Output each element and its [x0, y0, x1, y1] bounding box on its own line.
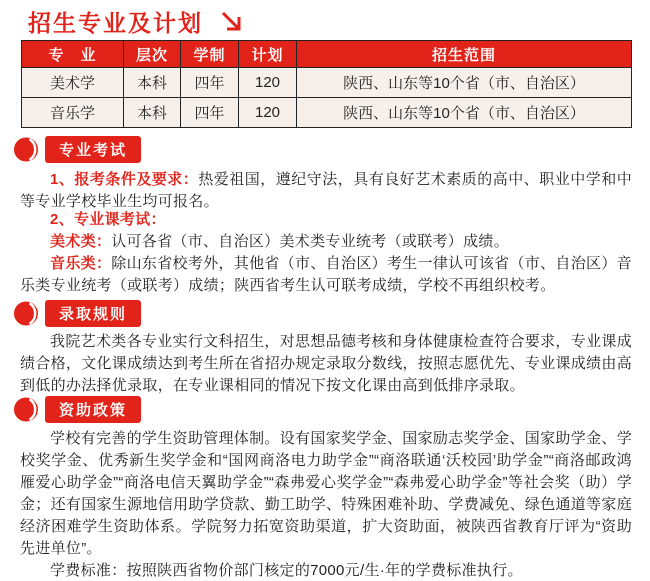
paragraph-text: 学校有完善的学生资助管理体制。设有国家奖学金、国家励志奖学金、国家助学金、学校奖学金、优秀新生奖学金和“国网商洛电力助学金”“商洛联通‘沃校园’助学金”“商洛邮政鸿雁爱心助学金”“商洛电信天翼助学金”“森弗爱心奖学金”“森弗爱心助学金”等社会奖（助）学金；还有国家生源地信用助学贷款、勤工助学、特殊困难补助、学费减免、绿色通道等家庭经济困难学生资助体系。学院努力拓宽资助渠道，扩大资助面，被陕西省教育厅评为“资助先进单位”。 — [20, 430, 633, 557]
section-header-funding — [13, 396, 141, 423]
cell-major: 美术学 — [22, 68, 124, 98]
paragraph-text: 我院艺术类各专业实行文科招生，对思想品德考核和身体健康检查符合要求，专业课成绩合格，文化课成绩达到考生所在省招办规定录取分数线，按照志愿优先、专业课成绩由高到低的办法择优录取，在专业课相同的情况下按文化课由高到低排序录取。 — [20, 333, 633, 394]
page-title: 招生专业及计划 — [28, 10, 203, 36]
cell-years: 四年 — [181, 98, 239, 128]
col-header-level: 层次 — [124, 41, 181, 68]
section-header-exam — [13, 136, 141, 163]
col-header-years: 学制 — [181, 41, 239, 68]
paragraph-lead: 2、专业课考试： — [50, 211, 166, 228]
col-header-plan: 计划 — [239, 41, 297, 68]
cell-scope: 陕西、山东等10个省（市、自治区） — [297, 68, 632, 98]
paragraph-admission-rules — [20, 331, 632, 397]
section-label: 专业考试 — [45, 136, 141, 163]
paragraph-lead: 美术类： — [50, 233, 112, 250]
section-bullet-icon — [13, 300, 40, 327]
paragraph-lead: 1、报考条件及要求： — [50, 171, 199, 188]
col-header-major: 专 业 — [22, 41, 124, 68]
section-label: 资助政策 — [45, 396, 141, 423]
paragraph-music — [20, 253, 632, 297]
cell-major: 音乐学 — [22, 98, 124, 128]
cell-plan: 120 — [239, 68, 297, 98]
cell-level: 本科 — [124, 68, 181, 98]
paragraph-course-exam — [20, 209, 632, 231]
cell-scope: 陕西、山东等10个省（市、自治区） — [297, 98, 632, 128]
paragraph-tuition — [20, 560, 632, 581]
cell-years: 四年 — [181, 68, 239, 98]
section-bullet-icon — [13, 136, 40, 163]
paragraph-funding-policy — [20, 428, 632, 560]
section-label: 录取规则 — [45, 300, 141, 327]
paragraph-requirements — [20, 169, 632, 213]
paragraph-text: 除山东省校考外，其他省（市、自治区）考生一律认可该省（市、自治区）音乐类专业统考（或联考）成绩；陕西省考生认可联考成绩，学校不再组织校考。 — [20, 255, 632, 294]
enrollment-table — [21, 40, 632, 128]
page-title-row — [28, 5, 245, 38]
col-header-scope: 招生范围 — [297, 41, 632, 68]
cell-plan: 120 — [239, 98, 297, 128]
paragraph-text: 按照陕西省物价部门核定的7000元/生·年的学费标准执行。 — [126, 562, 523, 579]
section-bullet-icon — [13, 396, 40, 423]
paragraph-text: 热爱祖国，遵纪守法，具有良好艺术素质的高中、职业中学和中等专业学校毕业生均可报名。 — [20, 171, 633, 210]
table-row — [22, 98, 632, 128]
table-row — [22, 68, 632, 98]
paragraph-lead: 音乐类： — [50, 255, 112, 272]
paragraph-text: 认可各省（市、自治区）美术类专业统考（或联考）成绩。 — [111, 233, 510, 250]
paragraph-art — [20, 231, 632, 253]
section-header-admission — [13, 300, 141, 327]
table-header-row — [22, 41, 632, 68]
down-right-arrow-icon — [219, 9, 245, 35]
cell-level: 本科 — [124, 98, 181, 128]
paragraph-lead: 学费标准： — [50, 562, 127, 579]
